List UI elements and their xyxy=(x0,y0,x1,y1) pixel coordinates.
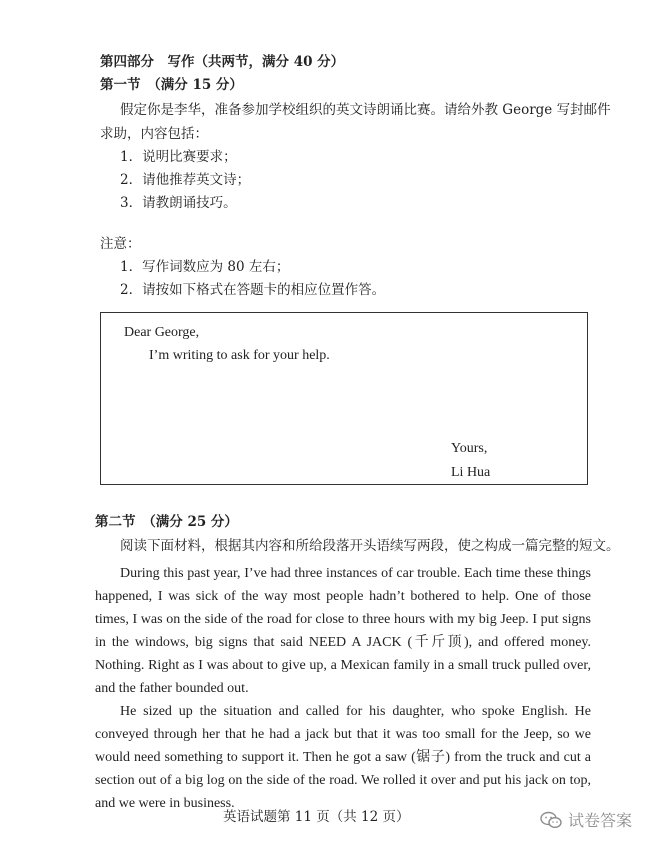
section-heading: 第四部分 写作（共两节，满分 40 分） xyxy=(100,54,345,70)
watermark-text: 试卷答案 xyxy=(567,811,632,830)
part1-item-2: 2．请他推荐英文诗； xyxy=(120,172,251,188)
letter-signature: Li Hua xyxy=(451,465,491,480)
part2-instruction: 阅读下面材料，根据其内容和所给段落开头语续写两段，使之构成一篇完整的短文。 xyxy=(120,538,620,554)
wechat-icon xyxy=(540,811,562,829)
part2-heading: 第二节 （满分 25 分） xyxy=(95,514,238,530)
note-2: 2．请按如下格式在答题卡的相应位置作答。 xyxy=(120,282,386,298)
notes-title: 注意： xyxy=(100,236,141,252)
letter-template-box xyxy=(100,312,588,485)
passage-paragraph-2: He sized up the situation and called for his daughter, who spoke English. He conveyed through her that he had a jack but that it was too small for the Jeep, so we would need something to support it. Then he got a saw (锯子) from the truck and cut a section out of a big log on the side of the road. We rolled it over and put his jack on top, and we were in business. xyxy=(95,704,591,811)
part1-item-1: 1．说明比赛要求； xyxy=(120,149,237,165)
passage-paragraph-1: During this past year, I’ve had three instances of car trouble. Each time these things happened, I was sick of the way most people hadn’t bothered to help. One of those times, I was on the side of the road for close to three hours with my big Jeep. I put signs in the windows, big signs that said NEED A JACK (千斤顶), and offered money. Nothing. Right as I was about to give up, a Mexican family in a small truck pulled over, and the father bounded out. xyxy=(95,566,591,696)
part1-intro-line2: 求助，内容包括： xyxy=(100,126,208,142)
part1-heading: 第一节 （满分 15 分） xyxy=(100,77,243,93)
letter-opening: I’m writing to ask for your help. xyxy=(149,348,330,363)
letter-closing: Yours, xyxy=(451,441,488,456)
watermark xyxy=(540,808,632,831)
page-footer: 英语试题第 11 页（共 12 页） xyxy=(223,809,410,825)
part1-intro-line1: 假定你是李华，准备参加学校组织的英文诗朗诵比赛。请给外教 George 写封邮件 xyxy=(120,102,611,118)
part1-item-3: 3．请教朗诵技巧。 xyxy=(120,195,237,211)
note-1: 1．写作词数应为 80 左右； xyxy=(120,259,290,275)
letter-salutation: Dear George, xyxy=(124,325,200,340)
